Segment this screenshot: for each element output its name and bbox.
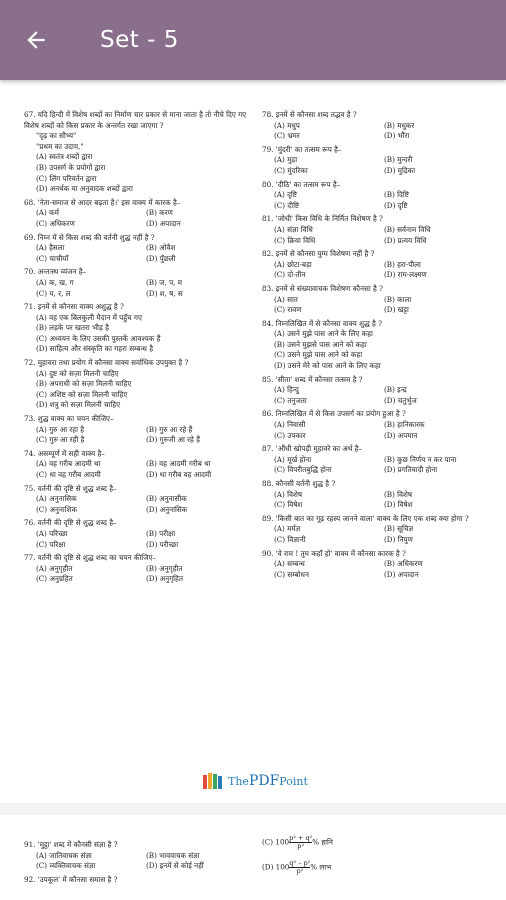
- option-item: (A) मूर्ख होना: [274, 454, 312, 464]
- question-item: [24, 414, 256, 446]
- question-item: [24, 875, 256, 886]
- logo-prefix: The: [228, 775, 249, 788]
- option-item: (D) अनुगृहित: [146, 574, 183, 584]
- option-item: (B) दिष्टि: [384, 190, 409, 200]
- option-item: (D) श, ष, स: [146, 288, 183, 298]
- options-list: [262, 490, 494, 511]
- question-item: [262, 479, 494, 511]
- option-item: (B) गुरु आ रहे हैं: [146, 424, 193, 434]
- option-item: (A) गुरु आ रहा है: [36, 424, 85, 434]
- options-list: [262, 420, 494, 441]
- question-item: [262, 444, 494, 476]
- options-list: [262, 559, 494, 580]
- option-item: (D) इनमें से कोई नहीं: [146, 861, 204, 871]
- question-item: [24, 484, 256, 516]
- option-item: (D) भौंरा: [384, 131, 410, 141]
- option-item: (C) विज्ञानी: [274, 534, 306, 544]
- option-item: (C) लिंग परिवर्तन द्वारा: [36, 173, 97, 183]
- option-item: (D) परीच्छा: [146, 539, 179, 549]
- question-item: [24, 233, 256, 265]
- question-text: 72. मुहावरा तथा प्रयोग में कौनसा वाक्य सर्वाधिक उपयुक्त है ?: [24, 358, 189, 368]
- option-item: (A) छोटा-बड़ा: [274, 259, 312, 269]
- option-item: (C) दीष्टि: [274, 200, 300, 210]
- option-item: (A) क, ख, ग: [36, 277, 74, 287]
- pdf-page[interactable]: [0, 100, 506, 790]
- question-text: 70. अन्तःस्थ व्यंजन है–: [24, 267, 87, 277]
- options-list: [262, 329, 494, 371]
- question-text: 83. इनमें से संख्यावाचक विशेषण कौनसा है ?: [262, 283, 383, 293]
- question-text: 90. 'वे राम ! तुम कहाँ हो' वाक्य में कौनसा कारक है ?: [262, 548, 406, 558]
- option-item: (D) अपादान: [146, 218, 181, 228]
- pdf-page-2[interactable]: [0, 815, 506, 900]
- option-item: (D) अपमान: [384, 430, 418, 440]
- page-divider: [0, 803, 506, 815]
- book-logo-icon: [202, 772, 224, 790]
- question-item: [262, 409, 494, 441]
- option-item: (D) चतुर्भुज: [384, 395, 417, 405]
- question-text: 77. वर्तनी की दृष्टि से शुद्ध शब्द का चयन कीजिए–: [24, 553, 157, 563]
- pdf-point-logo: [202, 770, 308, 792]
- option-item: (D) अनर्थक या अनुवादक शब्दों द्वारा: [36, 184, 133, 194]
- option-item: (B) मधुकर: [384, 120, 415, 130]
- logo-main: PDF: [248, 773, 280, 789]
- option-item: (D) राम-लक्ष्मण: [384, 270, 427, 280]
- question-text: 85. 'सीता' शब्द में कौनसा तत्सम है ?: [262, 374, 363, 384]
- option-c-formula: (C) 100 $\frac{\text{p² + q²}}{\text{p²}}$ % हानि: [262, 834, 333, 850]
- question-item: [24, 110, 256, 195]
- option-item: (A) जातिवाचक संज्ञा: [36, 850, 92, 860]
- back-button[interactable]: [0, 0, 72, 80]
- option-item: (B) मुन्दरी: [384, 155, 413, 165]
- question-item: [262, 110, 494, 142]
- option-item: (D) प्रत्यय विधि: [384, 235, 427, 245]
- options-list: [262, 190, 494, 211]
- question-item: [24, 358, 256, 411]
- option-item: (B) सूचिज्ञ: [384, 524, 414, 534]
- option-item: (A) कर्म: [36, 208, 59, 218]
- logo-text: [228, 773, 308, 789]
- option-item: (C) व्यक्तिवाचक संज्ञा: [36, 861, 96, 871]
- option-item: (B) अपराधी को सज़ा मिलनी चाहिए: [36, 379, 132, 389]
- question-text: 92. 'उपकूल' में कौनसा समास है ?: [24, 874, 118, 884]
- option-item: (D) दृष्टि: [384, 200, 408, 210]
- question-item: [262, 514, 494, 546]
- option-item: (B) कुछ निर्णय न कर पाना: [384, 454, 457, 464]
- option-item: (B) करण: [146, 208, 173, 218]
- question-text: 81. 'जोधी' किस विधि के निर्मित विशेषण है ?: [262, 214, 383, 224]
- question-text: 87. 'औंधी खोपड़ी मुहावरे का अर्थ है–: [262, 444, 363, 454]
- option-item: (A) हिन्दु: [274, 385, 299, 395]
- options-list: [24, 208, 256, 229]
- option-item: (A) स्वतंत्र शब्दों द्वारा: [36, 152, 93, 162]
- option-item: (B) अनुनासीक: [146, 494, 187, 504]
- question-text: 68. 'नेता-समाज से आदर बढ़ता है।' इस वाक्य में कारक है–: [24, 197, 181, 207]
- question-text: 69. निम्न में से किस शब्द की वर्तनी शुद्ध नहीं है ?: [24, 232, 155, 242]
- option-item: (A) उसने मुझे पास आने के लिए कहा: [274, 329, 373, 339]
- option-item: (B) काला: [384, 294, 412, 304]
- option-item: (B) ओवैश: [146, 243, 176, 253]
- option-item: (A) दृष्टि: [274, 190, 297, 200]
- option-item: (C) उपकार: [274, 430, 306, 440]
- option-item: (C) उसने मुझे पास आने को कहा: [274, 350, 363, 360]
- option-item: (A) निवासी: [274, 420, 306, 430]
- option-item: (A) मधुप: [274, 120, 300, 130]
- question-text: 71. इनमें से कौनसा वाक्य अशुद्ध है ?: [24, 302, 124, 312]
- question-extra-line: "प्रथम का उदाय,": [36, 141, 84, 151]
- options-list: [24, 152, 256, 194]
- option-item: (A) दुष्ट को सज़ा मिलनी चाहिए: [36, 368, 119, 378]
- option-item: (C) य, र, ल: [36, 288, 71, 298]
- option-item: (A) अनुनासिक: [36, 494, 77, 504]
- option-item: (B) अधिकरण: [384, 559, 423, 569]
- option-item: (C) परिक्षा: [36, 539, 66, 549]
- options-list: [262, 225, 494, 246]
- options-list: [262, 524, 494, 545]
- option-item: (A) हैसला: [36, 243, 65, 253]
- option-item: (B) अनुगृहीत: [146, 563, 183, 573]
- question-item: [262, 145, 494, 177]
- option-item: (A) मुद्रा: [274, 155, 298, 165]
- option-item: (D) उसने मेरे को पास आने के लिए कहा: [274, 361, 381, 371]
- option-item: (C) विषेश: [274, 500, 303, 510]
- question-text: 67. यदि हिन्दी में विशेष शब्दों का निर्माण चार प्रकार से माना जाता है तो नीचे दिए गए विशेष शब्दों को किस प्रकार के अन्तर्गत रखा जाएगा ?: [24, 110, 247, 130]
- logo-suffix: Point: [279, 775, 308, 788]
- option-item: (C) तनुजता: [274, 395, 307, 405]
- option-item: (A) वह एक बिलकुली मैदान में पहुँच गए: [36, 312, 142, 322]
- option-item: (D) साहित्य और संस्कृति का गहरा सम्बन्ध है: [36, 344, 154, 354]
- option-item: (C) क्रिया विधि: [274, 235, 316, 245]
- options-list: [24, 529, 256, 550]
- option-d-formula: (D) 100 $\frac{\text{q² – p²}}{\text{p²}}$ % लाभ: [262, 859, 332, 875]
- question-item: [262, 249, 494, 281]
- option-item: (C) अधिकरण: [36, 218, 75, 228]
- option-item: (A) संज्ञा विधि: [274, 224, 313, 234]
- option-item: (C) अनुग्रहित: [36, 574, 73, 584]
- option-item: (A) अनुगृहीत: [36, 563, 73, 573]
- option-item: (B) परीक्षा: [146, 528, 176, 538]
- option-item: (D) मुद्रिका: [384, 165, 416, 175]
- options-list: [24, 459, 256, 480]
- option-item: (B) विशेष: [384, 489, 413, 499]
- right-column: [262, 110, 494, 583]
- option-item: (A) परिच्छा: [36, 528, 68, 538]
- option-item: (D) पुँछली: [146, 253, 176, 263]
- option-item: (B) उसने मुझसे पास आने को कहा: [274, 339, 367, 349]
- question-item: [24, 267, 256, 299]
- option-item: (D) शत्रु को सज़ा मिलनी चाहिए: [36, 400, 121, 410]
- option-item: (C) दो-तीन: [274, 270, 306, 280]
- option-item: (A) सात: [274, 294, 298, 304]
- question-text: 79. 'मुंदरी' का तत्सम रूप है–: [262, 144, 342, 154]
- question-text: 75. वर्तनी की दृष्टि से शुद्ध शब्द है–: [24, 483, 117, 493]
- left-column: [24, 110, 256, 588]
- question-item: [262, 319, 494, 372]
- app-bar: [0, 0, 506, 80]
- question-text: 84. निम्नलिखित में से कौनसा वाक्य शुद्ध है ?: [262, 318, 382, 328]
- option-item: (C) रावण: [274, 305, 302, 315]
- question-text: 91. 'मुट्ठा' शब्द में कौनसी संज्ञा है ?: [24, 840, 118, 849]
- page-title: Set - 5: [100, 27, 179, 53]
- option-item: (C) था वह गरीब आदमी: [36, 470, 101, 479]
- options-list: [262, 455, 494, 476]
- options-list: [24, 564, 256, 585]
- options-list: [262, 295, 494, 316]
- question-text: 73. शुद्ध वाक्य का चयन कीजिए–: [24, 414, 114, 424]
- option-item: (C) विपरीतबुद्धि होना: [274, 465, 332, 475]
- options-list: [262, 121, 494, 142]
- question-item: [24, 302, 256, 355]
- question-item: [262, 375, 494, 407]
- options-list: [262, 385, 494, 406]
- options-list: [24, 369, 256, 411]
- question-item: [262, 214, 494, 246]
- option-item: (C) अनुनाशिक: [36, 504, 77, 514]
- option-item: (C) चाचीयाँ: [36, 253, 69, 263]
- question-text: 74. असम्पूर्ण में सही वाक्य है–: [24, 448, 105, 458]
- option-item: (D) विषेश: [384, 500, 413, 510]
- option-item: (B) हरा-पीला: [384, 259, 421, 269]
- option-item: (A) सम्बन्ध: [274, 559, 305, 569]
- option-item: (D) था गरीब वह आदमी: [146, 470, 212, 479]
- option-item: (B) ज, प, म: [146, 277, 183, 287]
- options-list: [24, 425, 256, 446]
- option-item: (B) हानिकारक: [384, 420, 425, 430]
- option-item: (A) वह गरीब आदमी था: [36, 459, 101, 469]
- question-text: 76. वर्तनी की दृष्टि से शुद्ध शब्द है–: [24, 518, 117, 528]
- option-item: (D) अनुनासिक: [146, 504, 188, 514]
- question-text: 80. 'दीठि' का तत्सम रूप है–: [262, 179, 341, 189]
- question-text: 88. कौनसी वर्तनी शुद्ध है ?: [262, 479, 336, 488]
- options-list: [262, 155, 494, 176]
- option-item: (B) वह आदमी गरीब था: [146, 459, 211, 469]
- options-list: [24, 278, 256, 299]
- option-item: (C) सम्बोधन: [274, 569, 309, 579]
- page2-left-column: [24, 840, 256, 888]
- option-item: (D) खट्टा: [384, 305, 409, 315]
- question-text: 82. इनमें से कौनसा युग्म विशेषण नहीं है ?: [262, 249, 375, 259]
- option-item: (C) अध्ययन के लिए उसकी पुस्तकें आवश्यक हैं: [36, 333, 161, 343]
- question-item: [24, 518, 256, 550]
- option-item: (C) मुंदरिका: [274, 165, 308, 175]
- options-list: [262, 260, 494, 281]
- option-item: (C) गुरु आ रही है: [36, 435, 85, 445]
- question-item: [24, 449, 256, 481]
- option-item: (A) मर्मज्ञ: [274, 524, 301, 534]
- option-item: (D) अपादान: [384, 569, 419, 579]
- option-item: (D) प्रगतिवादी होना: [384, 465, 438, 475]
- option-item: (C) भ्रमर: [274, 131, 300, 141]
- option-item: (D) गुरुजी आ रहे हैं: [146, 435, 200, 445]
- arrow-left-icon: [23, 27, 49, 53]
- options-list: [24, 313, 256, 355]
- option-item: (D) निपुण: [384, 534, 413, 544]
- option-item: (C) अशिष्ट को सज़ा मिलनी चाहिए: [36, 389, 128, 399]
- option-item: (B) उपसर्ग के प्रयोगों द्वारा: [36, 162, 106, 172]
- question-text: 78. इनमें से कौनसा शब्द तद्भव है ?: [262, 110, 357, 119]
- question-text: 89. 'किसी बात का गूढ़ रहस्य जानने वाला' वाक्य के लिए एक शब्द क्या होगा ?: [262, 513, 469, 523]
- question-item: [24, 840, 256, 872]
- options-list: [24, 494, 256, 515]
- option-item: (B) इन्द्र: [384, 385, 407, 395]
- option-item: (B) लड़के पर खतरा भीड़ है: [36, 323, 109, 333]
- question-item: [262, 180, 494, 212]
- option-item: (B) सर्वनाम विधि: [384, 224, 431, 234]
- options-list: [24, 243, 256, 264]
- option-item: (B) भाववाचक संज्ञा: [146, 850, 200, 860]
- question-item: [24, 553, 256, 585]
- question-extra-line: "दृढ़ का सौभ्य": [36, 131, 77, 141]
- options-list: [24, 851, 256, 872]
- question-text: 86. निम्नलिखित में से किस उपसर्ग का प्रयोग हुआ है ?: [262, 409, 406, 419]
- question-item: [24, 198, 256, 230]
- question-item: [262, 549, 494, 581]
- option-item: (A) विशेष: [274, 489, 302, 499]
- question-item: [262, 284, 494, 316]
- page2-right-column: [262, 835, 494, 878]
